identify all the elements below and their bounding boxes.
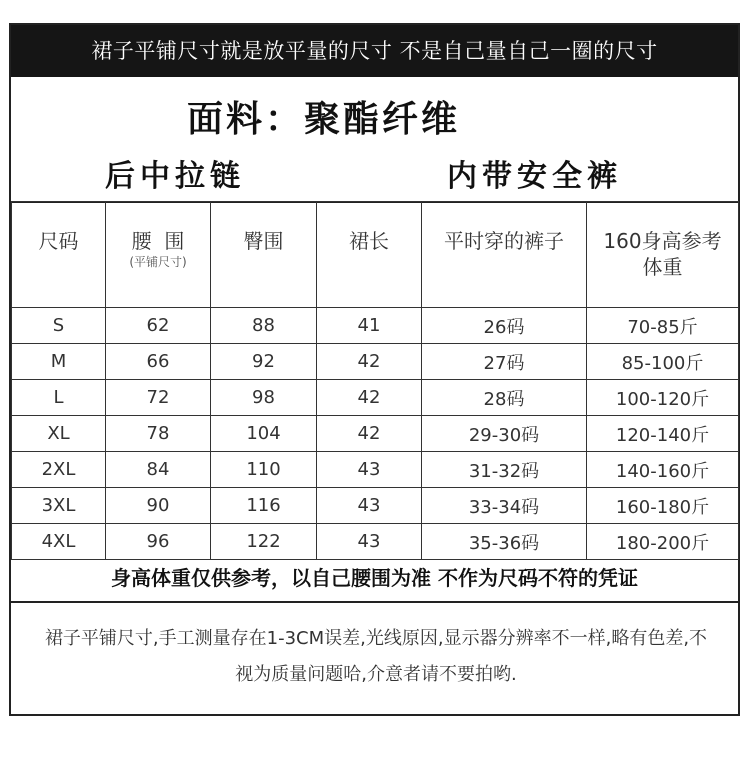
size-table	[11, 201, 739, 560]
measurement-banner: 裙子平铺尺寸就是放平量的尺寸 不是自己量自己一圈的尺寸	[11, 25, 738, 77]
measurement-note: 裙子平铺尺寸,手工测量存在1-3CM误差,光线原因,显示器分辨率不一样,略有色差,不视为质量问题哈,介意者请不要拍哟.	[44, 628, 708, 685]
cell-size: 2XL	[12, 452, 106, 488]
cell-length: 43	[317, 452, 422, 488]
cell-size: 3XL	[12, 488, 106, 524]
cell-pants: 28码	[422, 380, 587, 416]
table-row	[12, 452, 739, 488]
cell-waist: 90	[106, 488, 211, 524]
cell-size: 4XL	[12, 524, 106, 560]
cell-size: XL	[12, 416, 106, 452]
cell-size: L	[12, 380, 106, 416]
disclaimer: 身高体重仅供参考，以自己腰围为准 不作为尺码不符的凭证	[11, 553, 738, 603]
table-header-row	[12, 202, 739, 308]
cell-waist: 96	[106, 524, 211, 560]
cell-length: 41	[317, 308, 422, 344]
cell-hip: 116	[211, 488, 317, 524]
cell-size: S	[12, 308, 106, 344]
header-pants: 平时穿的裤子	[422, 202, 587, 308]
header-hip: 臀围	[211, 202, 317, 308]
cell-pants: 26码	[422, 308, 587, 344]
cell-length: 42	[317, 416, 422, 452]
cell-pants: 33-34码	[422, 488, 587, 524]
header-weight: 160身高参考体重	[587, 202, 739, 308]
cell-weight: 140-160斤	[587, 452, 739, 488]
size-chart-sheet	[9, 23, 740, 716]
fabric-info-block	[11, 77, 738, 203]
cell-pants: 27码	[422, 344, 587, 380]
safety-shorts-feature: 内带安全裤	[447, 159, 622, 194]
table-row	[12, 380, 739, 416]
cell-weight: 180-200斤	[587, 524, 739, 560]
table-row	[12, 488, 739, 524]
cell-weight: 120-140斤	[587, 416, 739, 452]
header-waist	[106, 202, 211, 308]
header-waist-label: 腰 围	[131, 229, 185, 253]
zipper-feature: 后中拉链	[105, 159, 245, 194]
cell-length: 43	[317, 488, 422, 524]
cell-hip: 98	[211, 380, 317, 416]
fabric-label: 面料：聚酯纤维	[187, 98, 461, 140]
cell-hip: 104	[211, 416, 317, 452]
cell-hip: 122	[211, 524, 317, 560]
cell-weight: 85-100斤	[587, 344, 739, 380]
cell-weight: 100-120斤	[587, 380, 739, 416]
cell-length: 42	[317, 344, 422, 380]
cell-waist: 78	[106, 416, 211, 452]
table-row	[12, 308, 739, 344]
cell-waist: 84	[106, 452, 211, 488]
cell-weight: 70-85斤	[587, 308, 739, 344]
cell-waist: 66	[106, 344, 211, 380]
table-row	[12, 344, 739, 380]
cell-length: 42	[317, 380, 422, 416]
header-length: 裙长	[317, 202, 422, 308]
cell-length: 43	[317, 524, 422, 560]
table-row	[12, 416, 739, 452]
cell-pants: 35-36码	[422, 524, 587, 560]
cell-weight: 160-180斤	[587, 488, 739, 524]
cell-size: M	[12, 344, 106, 380]
header-size: 尺码	[12, 202, 106, 308]
cell-pants: 29-30码	[422, 416, 587, 452]
cell-pants: 31-32码	[422, 452, 587, 488]
cell-hip: 88	[211, 308, 317, 344]
cell-hip: 92	[211, 344, 317, 380]
cell-waist: 62	[106, 308, 211, 344]
cell-hip: 110	[211, 452, 317, 488]
cell-waist: 72	[106, 380, 211, 416]
header-waist-note: (平铺尺寸)	[129, 255, 187, 269]
